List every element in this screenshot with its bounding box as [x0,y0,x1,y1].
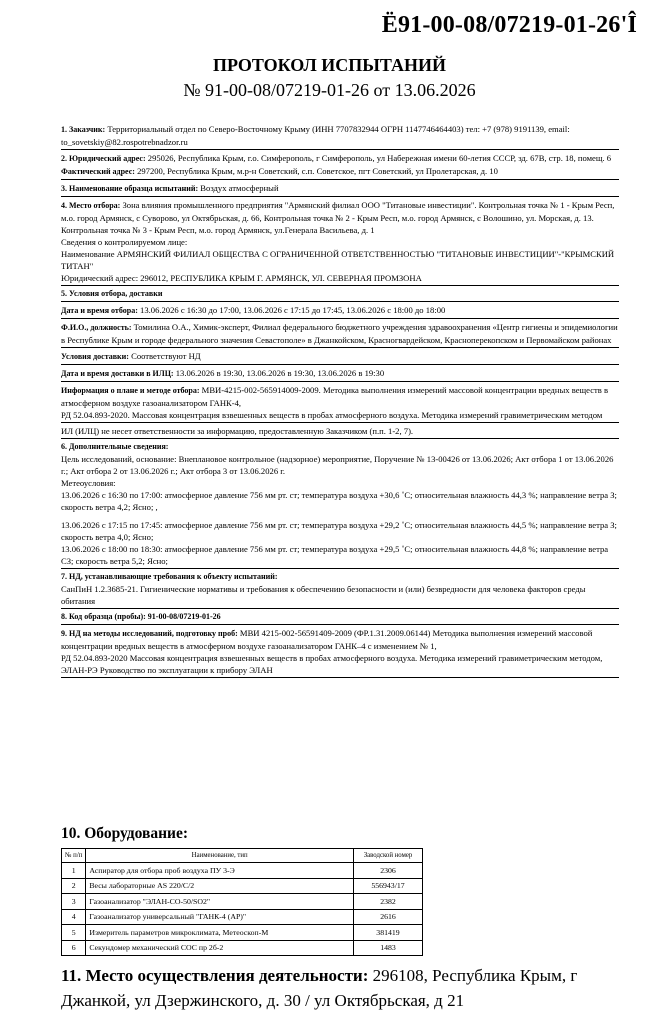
col-name-header: Наименование, тип [86,849,354,863]
table-row [62,878,423,894]
col-number-header: № п/п [62,849,86,863]
section-requirements [61,569,619,609]
controlled-person-heading: Сведения о контролируемом лице: [61,237,188,247]
table-row [62,909,423,925]
additional-info-heading: 6. Дополнительные сведения: [61,442,169,451]
row-name: Измеритель параметров микроклимата, Метеоскоп-М [86,925,354,941]
section-additional-info [61,439,619,569]
requirements-label: 7. НД, устанавливающие требования к объекту испытаний: [61,572,278,581]
sample-code: 8. Код образца (пробы): 91-00-08/07219-01-26 [61,612,221,621]
row-serial: 1483 [354,940,423,956]
sampling-plan-line2: РД 52.04.893-2020. Массовая концентрация взвешенных веществ в пробах атмосферного воздуха. Методика измерений гравиметрическим методом [61,410,603,420]
section-sample-code [61,609,619,625]
row-number: 6 [62,940,86,956]
delivery-date-label: Дата и время доставки в ИЛЦ: [61,369,174,378]
meteo-line-3: 13.06.2026 с 18:00 по 18:30: атмосферное давление 756 мм рт. ст; температура воздуха +29,5 ˚С; относительная влажность 44,8 %; направление ветра СЗ; скорость ветра 5,2; Ясно; [61,544,609,566]
section-responsibility-note [61,423,619,439]
equipment-header-row [62,849,423,863]
section-sampler [61,319,619,348]
row-name: Секундомер механический СОС пр 2б-2 [86,940,354,956]
barcode-text: Ё91-00-08/07219-01-26'Î [381,12,637,38]
sampler-label: Ф.И.О., должность: [61,323,132,332]
col-serial-header: Заводской номер [354,849,423,863]
legal-address-label: 2. Юридический адрес: [61,154,146,163]
sampler-text: Томилина О.А., Химик-эксперт, Филиал федерального бюджетного учреждения здравоохранения «Центр гигиены и эпидемиологии в Республике Крым и городе федерального значения Севастополе» в Джанкойском, Красногвардейском, Краснoперекопском и Первомайском районах [61,322,618,345]
row-name: Газоанализатор универсальный "ГАНК-4 (АР)" [86,909,354,925]
sample-name-label: 3. Наименование образца испытаний: [61,184,199,193]
row-serial: 381419 [354,925,423,941]
equipment-table [61,848,423,956]
delivery-date-text: 13.06.2026 в 19:30, 13.06.2026 в 19:30, 13.06.2026 в 19:30 [173,368,385,378]
sampling-place-label: 4. Место отбора: [61,201,121,210]
section-sample-name [61,180,619,197]
section-customer [61,121,619,150]
sampling-place-text: Зона влияния промышленного предприятия "Армянский филиал ООО "Титановые инвестиции". Контрольная точка № 1 - Крым Респ, м.о. город Армянск, с Суворово, ул Октябрьская, д. 66, Контрольная точка № 2 - Крым Респ, м.о. город Армянск, с Волошино, ул. Морская, д. 13. Контрольная точка № 3 - Крым Респ, м.о. город Армянск, ул.Генерала Васильева, д. 1 [61,200,615,235]
requirements-text: СанПиН 1.2.3685-21. Гигиенические нормативы и требования к обеспечению безопасности и (или) безвредности для человека факторов среды обитания [61,584,586,606]
section-delivery-date [61,365,619,382]
section-methods [61,625,619,678]
meteo-line-1: 13.06.2026 с 16:30 по 17:00: атмосферное давление 756 мм рт. ст; температура воздуха +30,6 ˚С; относительная влажность 44,3 %; направление ветра З; скорость ветра 4,2; Ясно; , [61,490,617,512]
row-serial: 556943/17 [354,878,423,894]
actual-address-text: 297200, Республика Крым, м.р-н Советский, с.п. Советское, пгт Советский, ул Пролетарская, д. 10 [134,166,498,176]
delivery-conditions-text: Соответствуют НД [128,351,201,361]
row-name: Газоанализатор "ЭЛАН-СО-50/SO2" [86,894,354,910]
row-serial: 2306 [354,863,423,879]
row-number: 3 [62,894,86,910]
row-name: Аспиратор для отбора проб воздуха ПУ 3-Э [86,863,354,879]
activity-place [61,963,641,1013]
section-sampling-date [61,302,619,319]
activity-place-label: 11. Место осуществления деятельности: [61,966,369,985]
meteo-heading: Метеоусловия: [61,478,116,488]
row-serial: 2616 [354,909,423,925]
responsibility-note: ИЛ (ИЛЦ) не несет ответственности за информацию, предоставленную Заказчиком (п.п. 1-2, 7). [61,426,414,436]
row-number: 5 [62,925,86,941]
table-row [62,894,423,910]
methods-line2: РД 52.04.893-2020 Массовая концентрация взвешенных веществ в пробах атмосферного воздуха. Методика измерений гравиметрическим методом, [61,653,603,663]
section-sampling-place [61,197,619,286]
row-number: 1 [62,863,86,879]
section-sampling-conditions [61,286,619,302]
methods-line3: ЭЛАН-РЭ Руководство по эксплуатации к прибору ЭЛАН [61,665,273,675]
sampling-plan-label: Информация о плане и методе отбора: [61,386,200,395]
legal-address-text: 295026, Республика Крым, г.о. Симферополь, г Симферополь, ул Набережная имени 60-летия СССР, зд. 67В, стр. 18, помещ. 6 [145,153,612,163]
meteo-line-2: 13.06.2026 с 17:15 по 17:45: атмосферное давление 756 мм рт. ст; температура воздуха +29,2 ˚С; относительная влажность 44,5 %; направление ветра З; скорость ветра 4,0; Ясно; [61,520,617,542]
customer-label: 1. Заказчик: [61,125,106,134]
sampling-conditions-heading: 5. Условия отбора, доставки [61,289,163,298]
table-row [62,925,423,941]
delivery-conditions-label: Условия доставки: [61,352,129,361]
controlled-person-address: Юридический адрес: 296012, РЕСПУБЛИКА КРЫМ Г. АРМЯНСК, УЛ. СЕВЕРНАЯ ПРОМЗОНА [61,273,422,283]
methods-text: МВИ 4215-002-56591409-2009 (ФР.1.31.2009.06144) Методика выполнения измерений массовой концентрации вредных веществ в атмосферном воздухе газоанализатором ГАНК–4 с изменением № 1, [61,628,593,651]
purpose-text: Цель исследований, основание: Внеплановое контрольное (надзорное) мероприятие, Поручение № 13-00426 от 13.06.2026; Акт отбора 1 от 13.06.2026 г.; Акт отбора 2 от 13.06.2026 г.; Акт отбора 3 от 13.06.2026 г. [61,454,614,476]
table-row [62,940,423,956]
actual-address-label: Фактический адрес: [61,167,135,176]
protocol-sections [61,121,619,678]
section-sampling-plan [61,382,619,423]
sampling-plan-text: МВИ-4215-002-565914009-2009. Методика выполнения измерений массовой концентрации вредных веществ в атмосферном воздухе газоанализатором ГАНК-4, [61,385,609,408]
sampling-date-label: Дата и время отбора: [61,306,138,315]
row-number: 4 [62,909,86,925]
activity-place-text: 296108, Республика Крым, г Джанкой, ул Дзержинского, д. 30 / ул Октябрьская, д 21 [61,966,578,1010]
customer-text: Территориальный отдел по Северо-Восточному Крыму (ИНН 7707832944 ОГРН 1147746464403) тел: +7 (978) 9191139, email: to_sovetskiy@82.rospotrebnadzor.ru [61,124,570,147]
methods-label: 9. НД на методы исследований, подготовку проб: [61,629,238,638]
sampling-date-text: 13.06.2026 с 16:30 до 17:00, 13.06.2026 с 17:15 до 17:45, 13.06.2026 с 18:00 до 18:00 [137,305,446,315]
controlled-person-name: Наименование АРМЯНСКИЙ ФИЛИАЛ ОБЩЕСТВА С ОГРАНИЧЕННОЙ ОТВЕТСТВЕННОСТЬЮ "ТИТАНОВЫЕ ИНВЕСТИЦИИ"-"КРЫМСКИЙ ТИТАН" [61,249,615,271]
row-name: Весы лабораторные AS 220/C/2 [86,878,354,894]
table-row [62,863,423,879]
document-number: № 91-00-08/07219-01-26 от 13.06.2026 [183,80,476,100]
row-number: 2 [62,878,86,894]
document-title: ПРОТОКОЛ ИСПЫТАНИЙ [212,55,447,75]
sample-name-text: Воздух атмосферный [198,183,279,193]
section-delivery-conditions [61,348,619,365]
section-address [61,150,619,180]
row-serial: 2382 [354,894,423,910]
equipment-title: 10. Оборудование: [61,825,189,842]
